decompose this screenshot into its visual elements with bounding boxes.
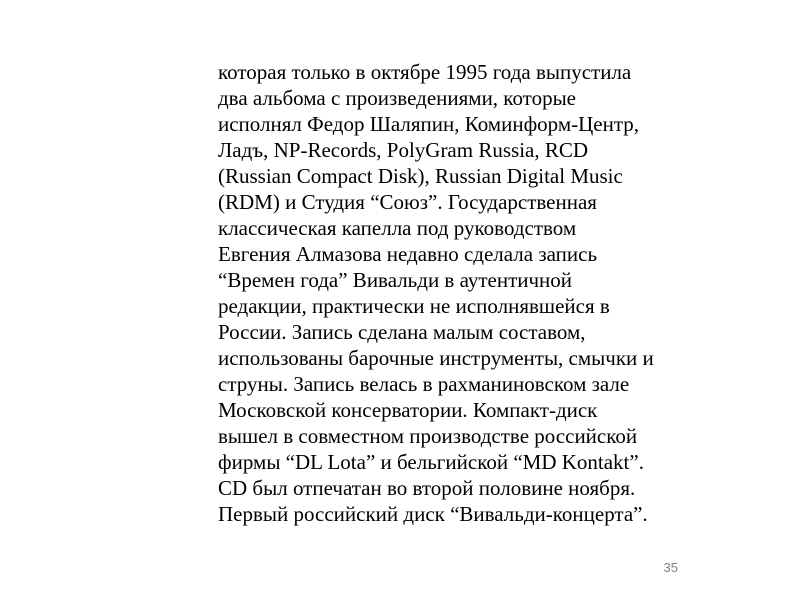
page-number: 35 — [663, 560, 678, 575]
text-line: “Времен года” Вивальди в аутентичной — [218, 268, 573, 292]
text-line: фирмы “DL Lota” и бельгийской “MD Kontakt”. — [218, 450, 644, 474]
text-line: (Russian Compact Disk), Russian Digital Music — [218, 164, 623, 188]
text-line: Первый российский диск “Вивальди-концерта”. — [218, 502, 648, 526]
text-line: редакции, практически не исполнявшейся в — [218, 294, 610, 318]
text-line: (RDM) и Студия “Союз”. Государственная — [218, 190, 597, 214]
text-line: Ладъ, NP-Records, PolyGram Russia, RCD — [218, 138, 589, 162]
text-line: Московской консерватории. Компакт-диск — [218, 398, 598, 422]
text-line: классическая капелла под руководством — [218, 216, 577, 240]
text-line: вышел в совместном производстве российской — [218, 424, 638, 448]
text-line: CD был отпечатан во второй половине ноября. — [218, 476, 636, 500]
text-line: которая только в октябре 1995 года выпустила — [218, 60, 632, 84]
text-line: России. Запись сделана малым составом, — [218, 320, 586, 344]
text-line: Евгения Алмазова недавно сделала запись — [218, 242, 598, 266]
text-line: использованы барочные инструменты, смычки и — [218, 346, 654, 370]
text-line: два альбома с произведениями, которые — [218, 86, 576, 110]
text-line: исполнял Федор Шаляпин, Коминформ-Центр, — [218, 112, 640, 136]
text-line: струны. Запись велась в рахманиновском зале — [218, 372, 630, 396]
body-text — [218, 59, 688, 527]
